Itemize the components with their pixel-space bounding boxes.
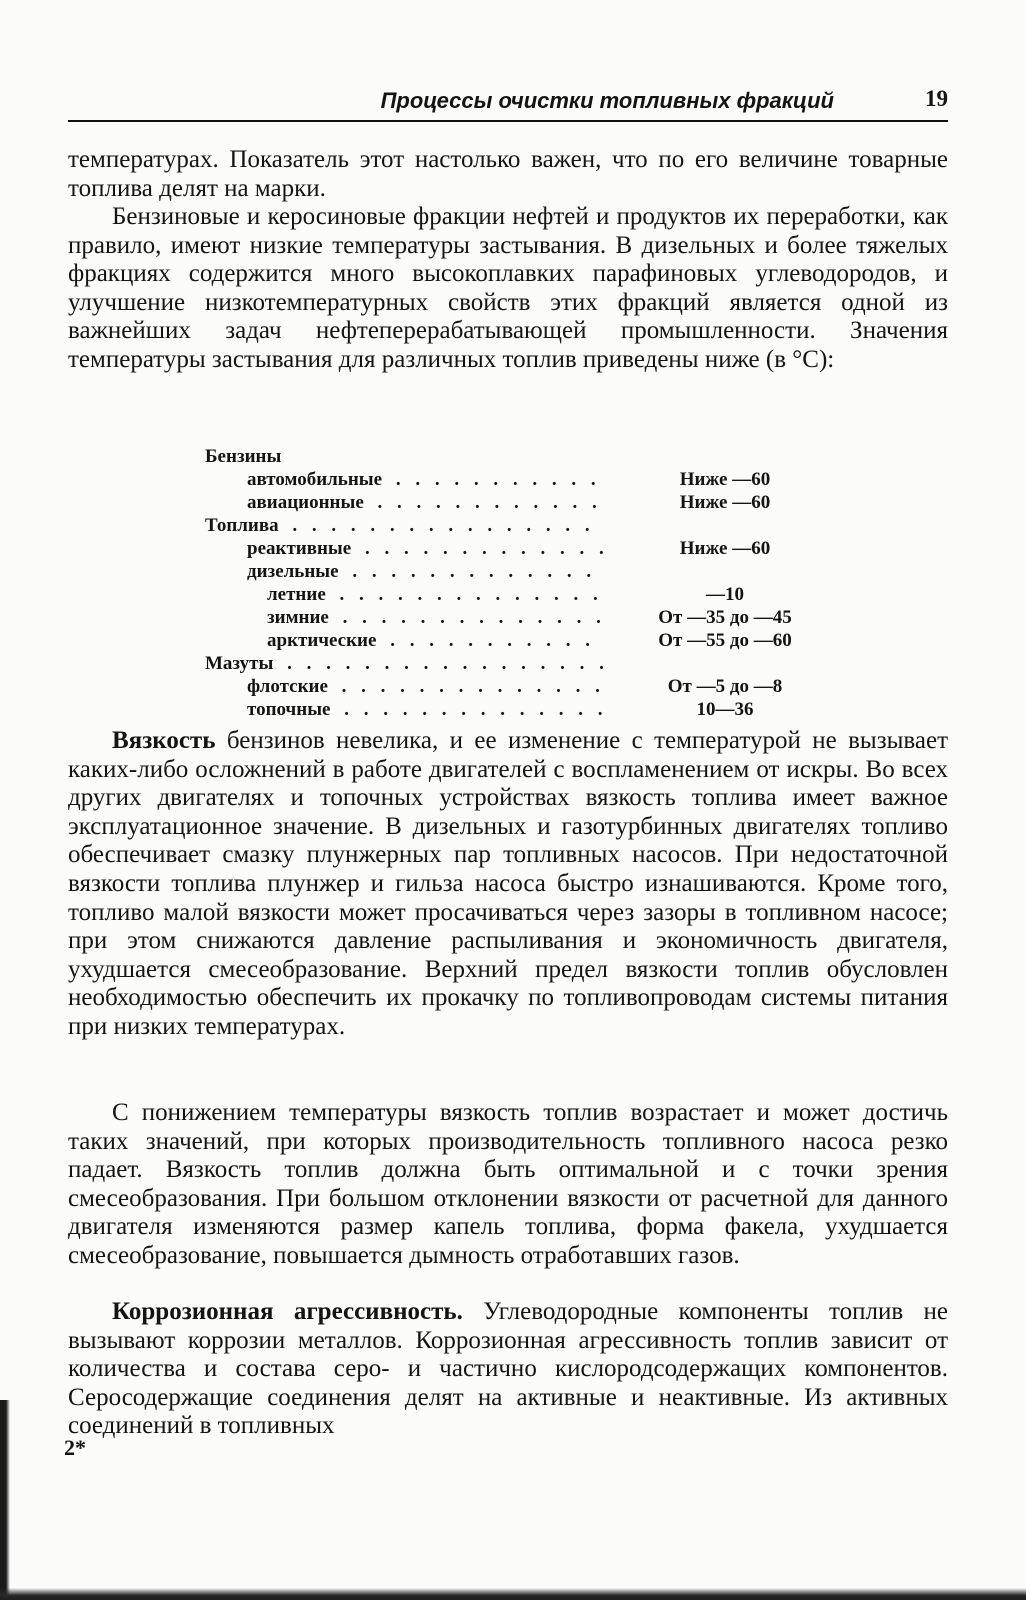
table-row	[205, 629, 825, 652]
table-row	[205, 560, 825, 583]
paragraph-body: Углеводородные компоненты топлив не вызывают коррозии металлов. Коррозионная агрессивность топлив зависит от количества и состава серо- и частично кислородсодержащих компонентов. Серосодержащие соединения делят на активные и неактивные. Из активных соединений в топливных	[68, 1298, 949, 1440]
table-row	[205, 675, 825, 698]
paragraph-continuation: температурах. Показатель этот настолько важен, что по его величине товарные топлива делят на марки.	[68, 146, 948, 202]
table-row-value: Ниже —60	[679, 492, 771, 513]
table-row-value: Ниже —60	[679, 538, 771, 559]
table-row-label: арктические . . .	[267, 629, 605, 652]
scan-edge-shadow-bottom	[0, 1588, 1026, 1600]
paragraph-body: бензинов невелика, и ее изменение с температурой не вызывает каких-либо осложнений в работе двигателей с воспламенением от искры. Во всех других двигателях и топочных устройствах вязкость топлива имеет важное эксплуатационное значение. В дизельных и газотурбинных двигателях топливо обеспечивает смазку плунжерных пар топливных насосов. При недостаточной вязкости топлива плунжер и гильза насоса быстро изнашиваются. Кроме того, топливо малой вязкости может просачиваться через зазоры в топливном насосе; при этом снижаются давление распыливания и экономичность двигателя, ухудшается смесеобразование. Верхний предел вязкости топлив обусловлен необходимостью обеспечить их прокачку по топливопроводам системы питания при низких температурах.	[68, 727, 948, 1040]
table-row-label: топочные . . .	[247, 698, 605, 721]
table-row-value: 10—36	[696, 699, 754, 720]
table-row	[205, 491, 825, 514]
table-row-label: флотские . . .	[247, 675, 605, 698]
table-row-label: Бензины	[205, 445, 605, 468]
table-row-label: Топлива . . .	[205, 514, 605, 537]
paragraph-viscosity-temperature: С понижением температуры вязкость топлив возрастает и может достичь таких значений, при которых производительность топливного насоса резко падает. Вязкость топлив должна быть оптимальной и с точки зрения смесеобразования. При большом отклонении вязкости от расчетной для данного двигателя изменяются размер капель топлива, форма факела, ухудшается смесеобразование, повышается дымность отработавших газов.	[68, 1099, 948, 1269]
paragraph-lead-viscosity: Вязкость	[112, 727, 216, 754]
table-row	[205, 698, 825, 721]
signature-mark: 2*	[64, 1435, 86, 1460]
table-row-label: реактивные . . .	[247, 537, 605, 560]
table-row-label: Мазуты . . .	[205, 652, 605, 675]
paragraph-viscosity	[68, 727, 948, 1042]
table-row	[205, 652, 825, 675]
table-row	[205, 445, 825, 468]
table-row-value: От —55 до —60	[658, 630, 792, 651]
table-row	[205, 537, 825, 560]
table-row	[205, 583, 825, 606]
table-row-label: авиационные . . .	[247, 491, 605, 514]
table-row-value: От —5 до —8	[667, 676, 783, 697]
table-row-label: автомобильные . . .	[247, 468, 605, 491]
table-row-label: летние . . .	[267, 583, 605, 606]
running-header	[68, 86, 948, 122]
running-title: Процессы очистки топливных фракций	[380, 88, 834, 113]
table-row-label: зимние . . .	[267, 606, 605, 629]
paragraph-corrosion	[68, 1298, 948, 1441]
table-row-value: От —35 до —45	[658, 607, 792, 628]
table-row-value: Ниже —60	[679, 469, 771, 490]
scan-edge-shadow-left	[0, 1400, 10, 1600]
table-row-value: —10	[706, 584, 744, 605]
paragraph-pour-point: Бензиновые и керосиновые фракции нефтей и продуктов их переработки, как правило, имеют низкие температуры застывания. В дизельных и более тяжелых фракциях содержится много высокоплавких парафиновых углеводородов, и улучшение низкотемпературных свойств этих фракций является одной из важнейших задач нефтеперерабатывающей промышленности. Значения температуры застывания для различных топлив приведены ниже (в °C):	[68, 203, 948, 373]
table-row	[205, 468, 825, 491]
paragraph-lead-corrosion: Коррозионная агрессивность.	[112, 1298, 463, 1325]
table-row	[205, 514, 825, 537]
table-row-label: дизельные . . .	[247, 560, 605, 583]
pour-point-table	[205, 445, 825, 721]
page-number: 19	[925, 86, 948, 111]
table-row	[205, 606, 825, 629]
